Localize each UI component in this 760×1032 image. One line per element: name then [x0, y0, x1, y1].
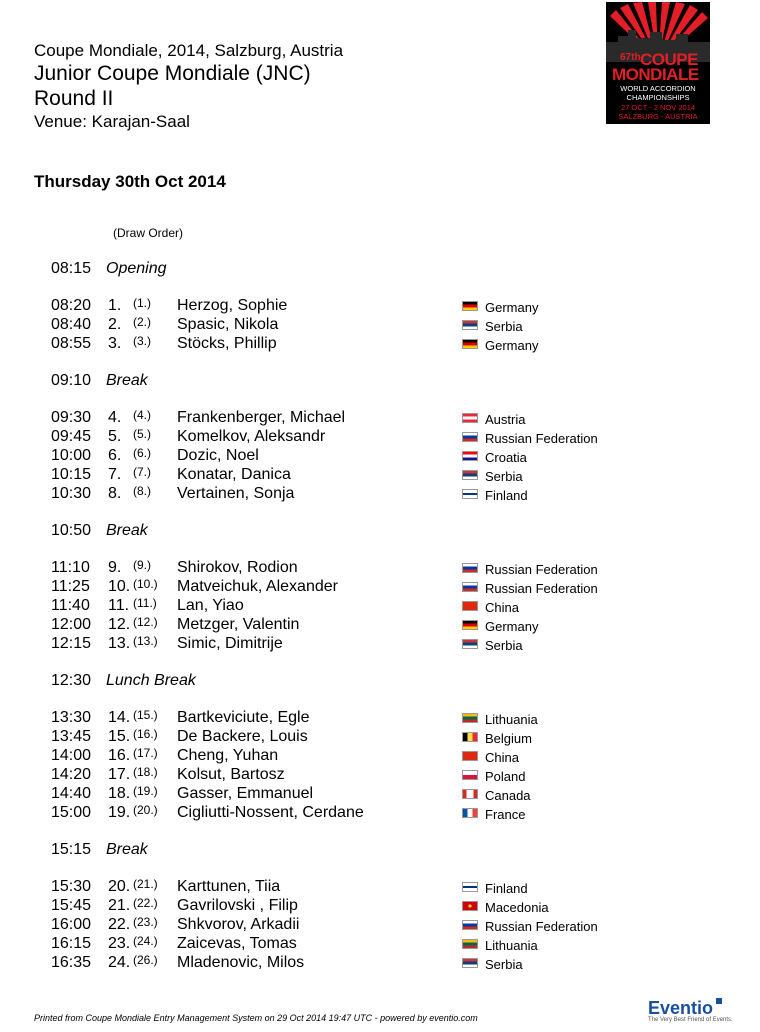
- performer-country: Croatia: [485, 450, 527, 465]
- print-footer: Printed from Coupe Mondiale Entry Management System on 29 Oct 2014 19:47 UTC - powered by eventio.com: [34, 1013, 478, 1023]
- performer-row: [0, 616, 760, 635]
- venue: Venue: Karajan-Saal: [34, 112, 190, 131]
- draw-number: (15.): [133, 708, 158, 722]
- draw-number: (12.): [133, 615, 158, 629]
- performer-row: [0, 447, 760, 466]
- performer-country: Lithuania: [485, 938, 538, 953]
- coupe-mondiale-logo: [606, 2, 710, 124]
- germany-flag-icon: [462, 301, 478, 311]
- lithuania-flag-icon: [462, 939, 478, 949]
- draw-number: (7.): [133, 465, 151, 479]
- event-label: Opening: [106, 260, 167, 277]
- performer-number: 16.: [108, 747, 131, 764]
- belgium-flag-icon: [462, 732, 478, 742]
- schedule-event-row: [0, 522, 760, 541]
- performer-name: Shkvorov, Arkadii: [177, 916, 300, 933]
- event-label: Break: [106, 372, 148, 389]
- performer-row: [0, 785, 760, 804]
- performer-row: [0, 804, 760, 823]
- draw-number: (9.): [133, 558, 151, 572]
- draw-number: (23.): [133, 915, 158, 929]
- category-title: Junior Coupe Mondiale (JNC): [34, 62, 311, 85]
- eventio-tagline: The Very Best Friend of Events.: [648, 1017, 733, 1023]
- lithuania-flag-icon: [462, 713, 478, 723]
- finland-flag-icon: [462, 489, 478, 499]
- performer-country: Germany: [485, 300, 539, 315]
- performer-country: Austria: [485, 412, 526, 427]
- slot-time: 14:20: [51, 766, 92, 783]
- performer-number: 22.: [108, 916, 131, 933]
- schedule-event-row: [0, 372, 760, 391]
- france-flag-icon: [462, 808, 478, 818]
- schedule-event-row: [0, 260, 760, 279]
- performer-number: 7.: [108, 466, 122, 483]
- performer-name: Lan, Yiao: [177, 597, 244, 614]
- serbia-flag-icon: [462, 958, 478, 968]
- china-flag-icon: [462, 751, 478, 761]
- performer-number: 24.: [108, 954, 131, 971]
- performer-name: Bartkeviciute, Egle: [177, 709, 310, 726]
- draw-number: (1.): [133, 296, 151, 310]
- slot-time: 09:45: [51, 428, 92, 445]
- macedonia-flag-icon: [462, 901, 478, 911]
- slot-time: 13:45: [51, 728, 92, 745]
- performer-number: 6.: [108, 447, 122, 464]
- performer-country: Canada: [485, 788, 531, 803]
- poland-flag-icon: [462, 770, 478, 780]
- performer-country: Finland: [485, 881, 528, 896]
- performer-row: [0, 466, 760, 485]
- performer-name: Matveichuk, Alexander: [177, 578, 338, 595]
- performer-row: [0, 878, 760, 897]
- slot-time: 08:20: [51, 297, 92, 314]
- draw-number: (2.): [133, 315, 151, 329]
- draw-number: (10.): [133, 577, 158, 591]
- performer-number: 9.: [108, 559, 122, 576]
- logo-coupe: COUPE: [640, 50, 698, 69]
- serbia-flag-icon: [462, 639, 478, 649]
- performer-row: [0, 935, 760, 954]
- slot-time: 08:55: [51, 335, 92, 352]
- slot-time: 12:15: [51, 635, 92, 652]
- draw-number: (26.): [133, 953, 158, 967]
- performer-number: 11.: [108, 597, 130, 614]
- performer-row: [0, 485, 760, 504]
- performer-country: Germany: [485, 619, 539, 634]
- russia-flag-icon: [462, 920, 478, 930]
- russia-flag-icon: [462, 563, 478, 573]
- slot-time: 15:00: [51, 804, 92, 821]
- performer-row: [0, 635, 760, 654]
- russia-flag-icon: [462, 432, 478, 442]
- performer-name: Frankenberger, Michael: [177, 409, 346, 426]
- performer-name: Zaicevas, Tomas: [177, 935, 297, 952]
- slot-time: 16:35: [51, 954, 92, 971]
- performer-name: Stöcks, Phillip: [177, 335, 277, 352]
- slot-time: 12:30: [51, 672, 92, 689]
- performer-row: [0, 316, 760, 335]
- performer-row: [0, 897, 760, 916]
- performer-number: 17.: [108, 766, 131, 783]
- performer-number: 1.: [108, 297, 122, 314]
- slot-time: 11:40: [51, 597, 90, 614]
- slot-time: 14:00: [51, 747, 92, 764]
- performer-country: Russian Federation: [485, 919, 598, 934]
- performer-row: [0, 597, 760, 616]
- draw-number: (20.): [133, 803, 158, 817]
- slot-time: 08:40: [51, 316, 92, 333]
- germany-flag-icon: [462, 339, 478, 349]
- performer-country: China: [485, 600, 519, 615]
- draw-number: (21.): [133, 877, 158, 891]
- performer-name: Gavrilovski , Filip: [177, 897, 298, 914]
- performer-number: 10.: [108, 578, 131, 595]
- performer-number: 2.: [108, 316, 122, 333]
- performer-number: 19.: [108, 804, 131, 821]
- russia-flag-icon: [462, 582, 478, 592]
- draw-number: (22.): [133, 896, 158, 910]
- draw-number: (19.): [133, 784, 158, 798]
- performer-number: 12.: [108, 616, 131, 633]
- serbia-flag-icon: [462, 470, 478, 480]
- performer-row: [0, 916, 760, 935]
- serbia-flag-icon: [462, 320, 478, 330]
- document-header: [34, 40, 343, 132]
- finland-flag-icon: [462, 882, 478, 892]
- schedule-event-row: [0, 841, 760, 860]
- performer-row: [0, 335, 760, 354]
- performer-number: 5.: [108, 428, 122, 445]
- performer-row: [0, 709, 760, 728]
- performer-country: Russian Federation: [485, 431, 598, 446]
- competition-title: Coupe Mondiale, 2014, Salzburg, Austria: [34, 41, 344, 60]
- event-label: Break: [106, 522, 148, 539]
- draw-number: (3.): [133, 334, 151, 348]
- performer-name: Simic, Dimitrije: [177, 635, 283, 652]
- schedule-event-row: [0, 672, 760, 691]
- logo-line-1: WORLD ACCORDION: [620, 84, 696, 93]
- performer-name: Gasser, Emmanuel: [177, 785, 314, 802]
- performer-country: Serbia: [485, 957, 523, 972]
- eventio-logo: [648, 998, 733, 1023]
- logo-line-3: 27 OCT - 2 NOV 2014: [620, 103, 696, 112]
- performer-name: Spasic, Nikola: [177, 316, 279, 333]
- performer-number: 18.: [108, 785, 131, 802]
- performer-name: Cheng, Yuhan: [177, 747, 279, 764]
- performer-country: Belgium: [485, 731, 532, 746]
- draw-number: (17.): [133, 746, 158, 760]
- draw-number: (5.): [133, 427, 151, 441]
- performer-country: Russian Federation: [485, 581, 598, 596]
- slot-time: 09:10: [51, 372, 92, 389]
- performer-row: [0, 559, 760, 578]
- slot-time: 10:50: [51, 522, 92, 539]
- performer-row: [0, 728, 760, 747]
- performer-name: Karttunen, Tiia: [177, 878, 281, 895]
- performer-number: 3.: [108, 335, 122, 352]
- eventio-mark-icon: [716, 998, 722, 1004]
- slot-time: 10:00: [51, 447, 92, 464]
- event-label: Break: [106, 841, 148, 858]
- slot-time: 15:15: [51, 841, 92, 858]
- performer-row: [0, 428, 760, 447]
- performer-country: France: [485, 807, 526, 822]
- performer-country: Serbia: [485, 469, 523, 484]
- eventio-brand: Eventio: [648, 998, 714, 1018]
- slot-time: 10:15: [51, 466, 92, 483]
- draw-number: (13.): [133, 634, 158, 648]
- performer-country: Serbia: [485, 319, 523, 334]
- performer-number: 23.: [108, 935, 131, 952]
- slot-time: 08:15: [51, 260, 92, 277]
- performer-name: Dozic, Noel: [177, 447, 259, 464]
- draw-number: (6.): [133, 446, 151, 460]
- austria-flag-icon: [462, 413, 478, 423]
- performer-number: 13.: [108, 635, 131, 652]
- logo-line-4: SALZBURG - AUSTRIA: [618, 112, 698, 121]
- slot-time: 16:00: [51, 916, 92, 933]
- performer-country: China: [485, 750, 519, 765]
- performer-country: Poland: [485, 769, 526, 784]
- draw-number: (4.): [133, 408, 151, 422]
- performer-row: [0, 578, 760, 597]
- performer-country: Germany: [485, 338, 539, 353]
- draw-number: (18.): [133, 765, 158, 779]
- slot-time: 16:15: [51, 935, 92, 952]
- performer-country: Finland: [485, 488, 528, 503]
- draw-number: (8.): [133, 484, 151, 498]
- slot-time: 10:30: [51, 485, 92, 502]
- draw-number: (16.): [133, 727, 158, 741]
- performer-number: 8.: [108, 485, 122, 502]
- draw-order-label: (Draw Order): [113, 226, 184, 240]
- performer-name: Mladenovic, Milos: [177, 954, 305, 971]
- slot-time: 13:30: [51, 709, 92, 726]
- performer-country: Russian Federation: [485, 562, 598, 577]
- performer-name: Vertainen, Sonja: [177, 485, 295, 502]
- performer-name: Konatar, Danica: [177, 466, 291, 483]
- draw-number: (24.): [133, 934, 158, 948]
- performer-name: Herzog, Sophie: [177, 297, 288, 314]
- performer-row: [0, 747, 760, 766]
- slot-time: 15:30: [51, 878, 92, 895]
- performer-country: Serbia: [485, 638, 523, 653]
- day-heading: Thursday 30th Oct 2014: [34, 172, 226, 191]
- slot-time: 12:00: [51, 616, 92, 633]
- performer-row: [0, 766, 760, 785]
- slot-time: 14:40: [51, 785, 92, 802]
- performer-row: [0, 954, 760, 973]
- performer-name: Komelkov, Aleksandr: [177, 428, 326, 445]
- canada-flag-icon: [462, 789, 478, 799]
- logo-dates: [606, 103, 710, 121]
- performer-name: Kolsut, Bartosz: [177, 766, 285, 783]
- performer-name: Metzger, Valentin: [177, 616, 300, 633]
- round-title: Round II: [34, 87, 114, 110]
- logo-mondiale: MONDIALE: [612, 65, 699, 84]
- logo-line-2: CHAMPIONSHIPS: [626, 93, 690, 102]
- china-flag-icon: [462, 601, 478, 611]
- logo-edition: 67th: [620, 52, 641, 63]
- performer-name: Shirokov, Rodion: [177, 559, 298, 576]
- performer-number: 14.: [108, 709, 131, 726]
- slot-time: 09:30: [51, 409, 92, 426]
- performer-number: 21.: [108, 897, 131, 914]
- slot-time: 11:25: [51, 578, 90, 595]
- performer-number: 4.: [108, 409, 122, 426]
- germany-flag-icon: [462, 620, 478, 630]
- performer-country: Lithuania: [485, 712, 538, 727]
- performer-country: Macedonia: [485, 900, 549, 915]
- draw-number: (11.): [133, 596, 157, 610]
- performer-number: 20.: [108, 878, 131, 895]
- logo-subtitle: [606, 84, 710, 102]
- performer-row: [0, 409, 760, 428]
- performer-number: 15.: [108, 728, 131, 745]
- slot-time: 11:10: [51, 559, 90, 576]
- slot-time: 15:45: [51, 897, 92, 914]
- performer-row: [0, 297, 760, 316]
- event-label: Lunch Break: [106, 672, 196, 689]
- croatia-flag-icon: [462, 451, 478, 461]
- performer-name: Cigliutti-Nossent, Cerdane: [177, 804, 364, 821]
- performer-name: De Backere, Louis: [177, 728, 308, 745]
